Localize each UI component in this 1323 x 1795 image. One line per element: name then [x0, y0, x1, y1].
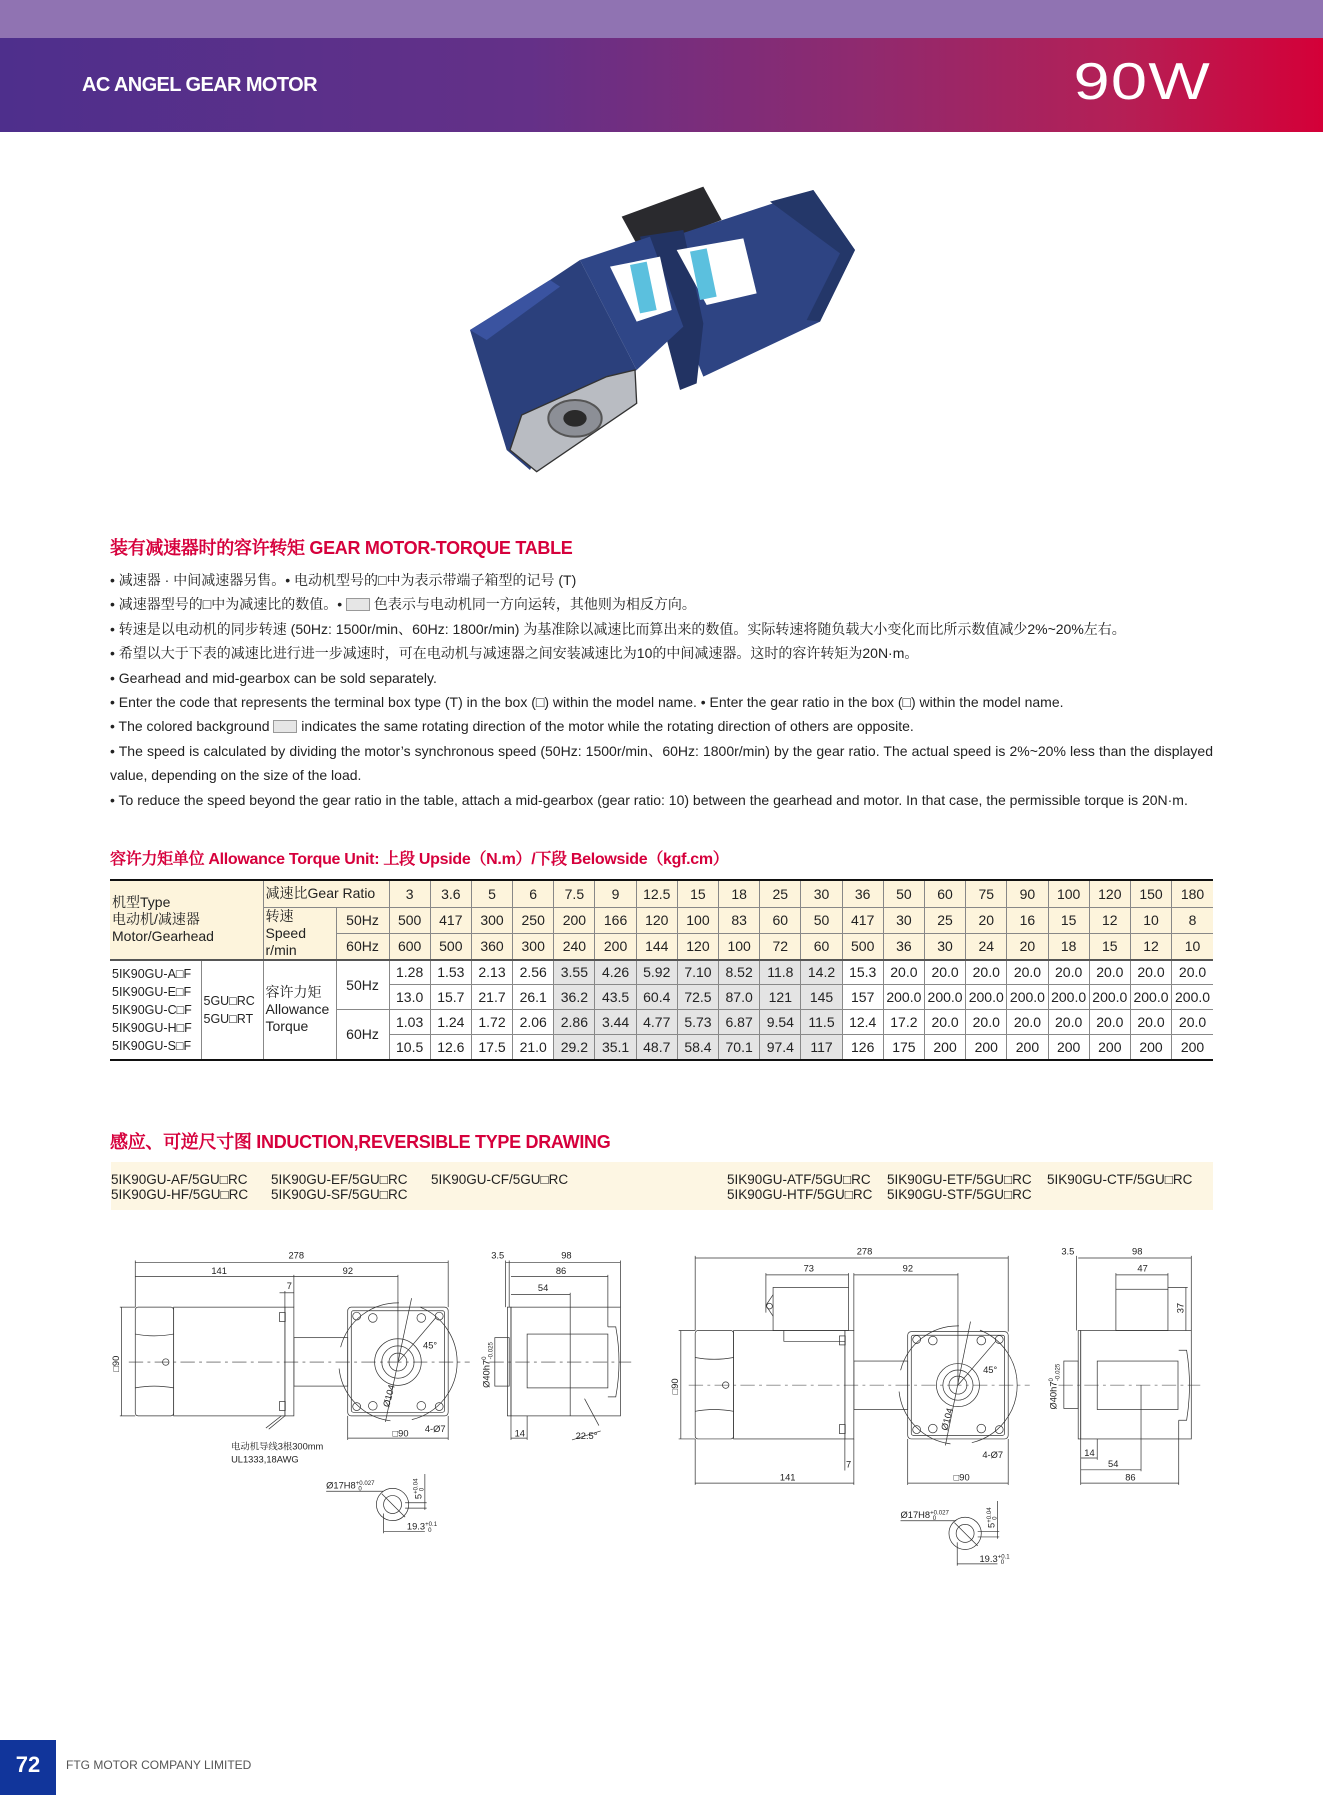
torque-50hz-kgfcm-cell: 36.2 [554, 985, 595, 1010]
note-en-5: • To reduce the speed beyond the gear ratio in the table, attach a mid-gearbox (gear ratio: 10) between the gearhead and motor. In that case, the permissible torque is 20N·m. [110, 791, 1188, 808]
dim-22-5-degree: 22.5° [575, 1430, 598, 1441]
torque-60hz-nm-cell: 4.77 [636, 1010, 677, 1035]
note-en-3: • The colored background indicates the same rotating direction of the motor while the rotating direction of others are opposite. [110, 718, 914, 735]
torque-60hz-kgfcm-cell: 29.2 [554, 1035, 595, 1060]
torque-50hz-kgfcm-cell: 15.7 [430, 985, 471, 1010]
note-cn-1: • 减速器 · 中间减速器另售。• 电动机型号的□中为表示带端子箱型的记号 (T) [110, 572, 577, 588]
wire-note-en: UL1333,18AWG [231, 1454, 299, 1465]
speed-50hz-cell: 25 [924, 907, 965, 933]
gear-ratio-cell: 100 [1048, 880, 1089, 907]
torque-50hz-nm-cell: 1.53 [430, 960, 471, 985]
speed-60hz-cell: 360 [471, 933, 512, 959]
gear-ratio-cell: 18 [719, 880, 760, 907]
torque-60hz-kgfcm-cell: 175 [883, 1035, 924, 1060]
torque-50hz-nm-cell: 4.26 [595, 960, 636, 985]
top-band [0, 0, 1323, 38]
torque-60hz-kgfcm-cell: 200 [924, 1035, 965, 1060]
dim-diameter-104: Ø104 [381, 1383, 397, 1409]
torque-60hz-nm-cell: 20.0 [1089, 1010, 1130, 1035]
dim-47: 47 [1137, 1263, 1148, 1274]
dim-14: 14 [514, 1428, 525, 1439]
dim-shaft-17: $Ø17H8^{+0.027}$ 0 [326, 1479, 375, 1493]
dim-7: 7 [286, 1281, 292, 1292]
speed-50hz-cell: 200 [554, 907, 595, 933]
torque-50hz-kgfcm-cell: 200.0 [1089, 985, 1130, 1010]
torque-60hz-kgfcm-cell: 117 [801, 1035, 842, 1060]
speed-50hz-cell: 120 [636, 907, 677, 933]
wire-note-cn: 电动机导线3根300mm [231, 1441, 324, 1452]
gear-ratio-cell: 25 [760, 880, 801, 907]
speed-60hz-cell: 100 [719, 933, 760, 959]
dim-45-degree: 45° [983, 1364, 998, 1375]
torque-50hz-kgfcm-cell: 200.0 [966, 985, 1007, 1010]
torque-60hz-kgfcm-cell: 12.6 [430, 1035, 471, 1060]
torque-60hz-kgfcm-cell: 200 [966, 1035, 1007, 1060]
torque-50hz-kgfcm-cell: 145 [801, 985, 842, 1010]
same-direction-swatch [346, 598, 370, 611]
torque-60hz-nm-cell: 20.0 [924, 1010, 965, 1035]
gear-ratio-cell: 7.5 [554, 880, 595, 907]
torque-60hz-nm-cell: 17.2 [883, 1010, 924, 1035]
dim-45-degree: 45° [423, 1340, 438, 1351]
speed-60hz-cell: 15 [1089, 933, 1130, 959]
dim-92: 92 [902, 1263, 914, 1274]
dim-key-5: $5^{+0.04}0$ [985, 1507, 999, 1528]
dim-19-3: $19.3^{+0.1}$ 0 [406, 1521, 438, 1534]
gear-ratio-cell: 9 [595, 880, 636, 907]
torque-60hz-nm-cell: 1.24 [430, 1010, 471, 1035]
torque-50hz-nm-cell: 20.0 [1048, 960, 1089, 985]
speed-60hz-cell: 240 [554, 933, 595, 959]
torque-50hz-nm-cell: 1.28 [389, 960, 430, 985]
torque-60hz-kgfcm-cell: 97.4 [760, 1035, 801, 1060]
torque-60hz-kgfcm-cell: 17.5 [471, 1035, 512, 1060]
torque-60hz-nm-cell: 20.0 [1007, 1010, 1048, 1035]
torque-60hz-nm-cell: 20.0 [1172, 1010, 1213, 1035]
torque-50hz-kgfcm-cell: 72.5 [677, 985, 718, 1010]
company-name: FTG MOTOR COMPANY LIMITED [66, 1758, 252, 1772]
drawing-standard [100, 1230, 660, 1534]
torque-60hz-kgfcm-cell: 21.0 [513, 1035, 554, 1060]
torque-table [110, 879, 1213, 1061]
torque-50hz-nm-cell: 20.0 [1172, 960, 1213, 985]
speed-60hz-cell: 300 [513, 933, 554, 959]
torque-50hz-nm-cell: 2.56 [513, 960, 554, 985]
torque-50hz-nm-cell: 14.2 [801, 960, 842, 985]
dim-278: 278 [288, 1250, 305, 1261]
torque-60hz-nm-cell: 20.0 [1130, 1010, 1171, 1035]
hz-60-label: 60Hz [336, 1010, 389, 1060]
gear-ratio-cell: 3 [389, 880, 430, 907]
drawing-model-name: 5IK90GU-STF/5GU□RC [887, 1187, 1032, 1202]
torque-60hz-nm-cell: 9.54 [760, 1010, 801, 1035]
speed-60hz-cell: 36 [883, 933, 924, 959]
speed-60hz-cell: 30 [924, 933, 965, 959]
dim-73: 73 [803, 1263, 814, 1274]
dim-square-90: □90 [669, 1378, 680, 1395]
drawing-model-name: 5IK90GU-EF/5GU□RC [271, 1172, 408, 1187]
speed-50hz-cell: 50 [801, 907, 842, 933]
dim-86: 86 [555, 1265, 567, 1276]
dim-pilot-40: $Ø40h7^0-0.025$ [480, 1342, 495, 1388]
torque-60hz-kgfcm-cell: 200 [1089, 1035, 1130, 1060]
speed-60hz-cell: 72 [760, 933, 801, 959]
torque-60hz-nm-cell: 11.5 [801, 1010, 842, 1035]
torque-50hz-nm-cell: 11.8 [760, 960, 801, 985]
torque-60hz-kgfcm-cell: 126 [842, 1035, 883, 1060]
torque-50hz-nm-cell: 15.3 [842, 960, 883, 985]
torque-60hz-nm-cell: 20.0 [1048, 1010, 1089, 1035]
torque-60hz-kgfcm-cell: 58.4 [677, 1035, 718, 1060]
torque-60hz-kgfcm-cell: 200 [1048, 1035, 1089, 1060]
torque-60hz-nm-cell: 5.73 [677, 1010, 718, 1035]
torque-60hz-nm-cell: 12.4 [842, 1010, 883, 1035]
drawing-model-name: 5IK90GU-SF/5GU□RC [271, 1187, 408, 1202]
drawing-model-name: 5IK90GU-ATF/5GU□RC [727, 1172, 871, 1187]
note-en-1: • Gearhead and mid-gearbox can be sold separately. [110, 669, 437, 686]
torque-50hz-nm-cell: 20.0 [1130, 960, 1171, 985]
torque-50hz-kgfcm-cell: 43.5 [595, 985, 636, 1010]
gear-ratio-cell: 15 [677, 880, 718, 907]
gear-ratio-cell: 90 [1007, 880, 1048, 907]
speed-60hz-cell: 200 [595, 933, 636, 959]
speed-60hz-cell: 10 [1172, 933, 1213, 959]
dim-141: 141 [211, 1265, 227, 1276]
speed-60hz-cell: 60 [801, 933, 842, 959]
speed-50hz-cell: 10 [1130, 907, 1171, 933]
dim-98: 98 [561, 1250, 572, 1261]
gear-ratio-cell: 180 [1172, 880, 1213, 907]
note-en-4: • The speed is calculated by dividing the motor’s synchronous speed (50Hz: 1500r/min、60Hz: 1800r/min) by the gear ratio. The actual speed is 2%~20% less than the displayed value, depending on the size of the load. [110, 742, 1213, 784]
notes-list [110, 568, 1213, 812]
hz-50-label: 50Hz [336, 907, 389, 933]
note-cn-4: • 希望以大于下表的减速比进行进一步减速时，可在电动机与减速器之间安装减速比为10的中间减速器。这时的容许转矩为20N·m。 [110, 645, 919, 662]
dim-54: 54 [1108, 1458, 1119, 1469]
torque-60hz-kgfcm-cell: 35.1 [595, 1035, 636, 1060]
gear-ratio-cell: 12.5 [636, 880, 677, 907]
page-number: 72 [0, 1740, 56, 1795]
torque-60hz-nm-cell: 2.06 [513, 1010, 554, 1035]
drawing-model-name: 5IK90GU-CF/5GU□RC [431, 1172, 569, 1187]
torque-60hz-nm-cell: 6.87 [719, 1010, 760, 1035]
torque-60hz-kgfcm-cell: 200 [1172, 1035, 1213, 1060]
torque-50hz-kgfcm-cell: 21.7 [471, 985, 512, 1010]
torque-50hz-kgfcm-cell: 60.4 [636, 985, 677, 1010]
torque-50hz-nm-cell: 3.55 [554, 960, 595, 985]
drawing-model-name: 5IK90GU-HF/5GU□RC [111, 1187, 249, 1202]
speed-50hz-cell: 417 [842, 907, 883, 933]
dim-flange-90: □90 [953, 1472, 970, 1483]
torque-60hz-nm-cell: 2.86 [554, 1010, 595, 1035]
gear-ratio-cell: 60 [924, 880, 965, 907]
speed-50hz-cell: 166 [595, 907, 636, 933]
gear-ratio-cell: 3.6 [430, 880, 471, 907]
speed-60hz-cell: 500 [842, 933, 883, 959]
drawing-model-name: 5IK90GU-CTF/5GU□RC [1047, 1172, 1193, 1187]
speed-50hz-cell: 300 [471, 907, 512, 933]
speed-60hz-cell: 20 [1007, 933, 1048, 959]
dim-key-5: $5^{+0.04}0$ [412, 1478, 426, 1500]
torque-unit-title: 容许力矩单位 Allowance Torque Unit: 上段 Upside（N.m）/下段 Belowside（kgf.cm） [110, 851, 729, 868]
speed-50hz-cell: 30 [883, 907, 924, 933]
dim-diameter-104: Ø104 [939, 1406, 956, 1432]
speed-60hz-cell: 144 [636, 933, 677, 959]
dim-141: 141 [779, 1472, 796, 1483]
gear-ratio-cell: 5 [471, 880, 512, 907]
torque-60hz-nm-cell: 3.44 [595, 1010, 636, 1035]
torque-50hz-kgfcm-cell: 200.0 [883, 985, 924, 1010]
speed-60hz-cell: 24 [966, 933, 1007, 959]
motor-models: 5IK90GU-A□F 5IK90GU-E□F 5IK90GU-C□F 5IK90GU-H□F 5IK90GU-S□F [110, 960, 201, 1060]
speed-60hz-cell: 500 [430, 933, 471, 959]
type-header: 机型Type 电动机/减速器 Motor/Gearhead [110, 880, 263, 960]
torque-50hz-kgfcm-cell: 26.1 [513, 985, 554, 1010]
dim-shaft-17: $Ø17H8^{+0.027}$ 0 [900, 1509, 949, 1523]
drawing-terminal-box [660, 1230, 1220, 1570]
dim-37: 37 [1175, 1302, 1186, 1314]
speed-50hz-cell: 60 [760, 907, 801, 933]
dim-3-5: 3.5 [1061, 1246, 1075, 1257]
torque-50hz-kgfcm-cell: 121 [760, 985, 801, 1010]
torque-50hz-kgfcm-cell: 200.0 [1130, 985, 1171, 1010]
torque-50hz-kgfcm-cell: 200.0 [1007, 985, 1048, 1010]
torque-50hz-nm-cell: 20.0 [924, 960, 965, 985]
dim-278: 278 [856, 1246, 873, 1257]
torque-60hz-kgfcm-cell: 70.1 [719, 1035, 760, 1060]
note-cn-2: • 减速器型号的□中为减速比的数值。• 色表示与电动机同一方向运转，其他则为相反方向。 [110, 596, 696, 613]
speed-50hz-cell: 100 [677, 907, 718, 933]
torque-label: 容许力矩 Allowance Torque [263, 960, 336, 1060]
torque-section-title: 装有减速器时的容许转矩 GEAR MOTOR-TORQUE TABLE [110, 538, 573, 558]
gear-ratio-cell: 75 [966, 880, 1007, 907]
speed-60hz-cell: 120 [677, 933, 718, 959]
speed-60hz-cell: 600 [389, 933, 430, 959]
speed-50hz-cell: 8 [1172, 907, 1213, 933]
torque-50hz-kgfcm-cell: 200.0 [1172, 985, 1213, 1010]
torque-50hz-kgfcm-cell: 13.0 [389, 985, 430, 1010]
drawing-model-name: 5IK90GU-ETF/5GU□RC [887, 1172, 1032, 1187]
torque-50hz-nm-cell: 20.0 [883, 960, 924, 985]
gearhead-models: 5GU□RC 5GU□RT [201, 960, 263, 1060]
torque-60hz-nm-cell: 20.0 [966, 1010, 1007, 1035]
torque-50hz-nm-cell: 5.92 [636, 960, 677, 985]
dim-pilot-40: $Ø40h7^0-0.025$ [1048, 1363, 1062, 1410]
dim-98: 98 [1132, 1246, 1143, 1257]
header-title: AC ANGEL GEAR MOTOR [82, 74, 317, 96]
gear-ratio-cell: 6 [513, 880, 554, 907]
header-banner [0, 38, 1323, 132]
dim-7: 7 [845, 1459, 852, 1470]
torque-50hz-kgfcm-cell: 157 [842, 985, 883, 1010]
torque-50hz-kgfcm-cell: 200.0 [924, 985, 965, 1010]
hz-50-label: 50Hz [336, 960, 389, 1010]
torque-50hz-nm-cell: 2.13 [471, 960, 512, 985]
dim-86: 86 [1125, 1472, 1136, 1483]
drawing-model-name: 5IK90GU-AF/5GU□RC [111, 1172, 248, 1187]
dim-54: 54 [537, 1283, 549, 1294]
torque-60hz-nm-cell: 1.72 [471, 1010, 512, 1035]
dim-3-5: 3.5 [491, 1250, 505, 1261]
gear-ratio-header: 减速比Gear Ratio [263, 880, 389, 907]
speed-50hz-cell: 15 [1048, 907, 1089, 933]
speed-50hz-cell: 83 [719, 907, 760, 933]
gear-ratio-cell: 30 [801, 880, 842, 907]
dim-square-90: □90 [110, 1355, 121, 1372]
speed-50hz-cell: 417 [430, 907, 471, 933]
torque-50hz-nm-cell: 20.0 [1089, 960, 1130, 985]
torque-50hz-nm-cell: 20.0 [966, 960, 1007, 985]
dim-92: 92 [342, 1265, 354, 1276]
dim-holes: 4-Ø7 [424, 1424, 446, 1435]
drawing-section-title: 感应、可逆尺寸图 INDUCTION,REVERSIBLE TYPE DRAWING [110, 1132, 611, 1152]
gear-ratio-cell: 50 [883, 880, 924, 907]
header-power-rating: 90W [1073, 53, 1211, 111]
gear-ratio-cell: 36 [842, 880, 883, 907]
dim-14: 14 [1084, 1448, 1095, 1459]
speed-60hz-cell: 18 [1048, 933, 1089, 959]
gear-ratio-cell: 150 [1130, 880, 1171, 907]
dim-flange-90: □90 [392, 1428, 409, 1439]
gear-ratio-cell: 120 [1089, 880, 1130, 907]
speed-header: 转速Speed r/min [263, 907, 336, 960]
speed-50hz-cell: 16 [1007, 907, 1048, 933]
torque-50hz-kgfcm-cell: 87.0 [719, 985, 760, 1010]
speed-50hz-cell: 20 [966, 907, 1007, 933]
speed-60hz-cell: 12 [1130, 933, 1171, 959]
torque-50hz-kgfcm-cell: 200.0 [1048, 985, 1089, 1010]
speed-50hz-cell: 500 [389, 907, 430, 933]
torque-60hz-kgfcm-cell: 48.7 [636, 1035, 677, 1060]
torque-60hz-kgfcm-cell: 200 [1007, 1035, 1048, 1060]
dim-holes: 4-Ø7 [982, 1449, 1004, 1460]
torque-50hz-nm-cell: 8.52 [719, 960, 760, 985]
note-en-2: • Enter the code that represents the terminal box type (T) in the box (□) within the model name. • Enter the gear ratio in the box (□) within the model name. [110, 694, 1064, 711]
same-direction-swatch [273, 720, 297, 733]
hz-60-label: 60Hz [336, 933, 389, 959]
speed-50hz-cell: 250 [513, 907, 554, 933]
torque-60hz-nm-cell: 1.03 [389, 1010, 430, 1035]
gear-motor-photo [450, 170, 870, 480]
note-cn-3: • 转速是以电动机的同步转速 (50Hz: 1500r/min、60Hz: 1800r/min) 为基准除以减速比而算出来的数值。实际转速将随负载大小变化而比所示数值减少2%~20%左右。 [110, 620, 1126, 637]
drawing-model-name: 5IK90GU-HTF/5GU□RC [727, 1187, 873, 1202]
torque-50hz-nm-cell: 20.0 [1007, 960, 1048, 985]
torque-60hz-kgfcm-cell: 200 [1130, 1035, 1171, 1060]
torque-50hz-nm-cell: 7.10 [677, 960, 718, 985]
dim-19-3: $19.3^{+0.1}$ 0 [979, 1553, 1010, 1567]
speed-50hz-cell: 12 [1089, 907, 1130, 933]
torque-60hz-kgfcm-cell: 10.5 [389, 1035, 430, 1060]
